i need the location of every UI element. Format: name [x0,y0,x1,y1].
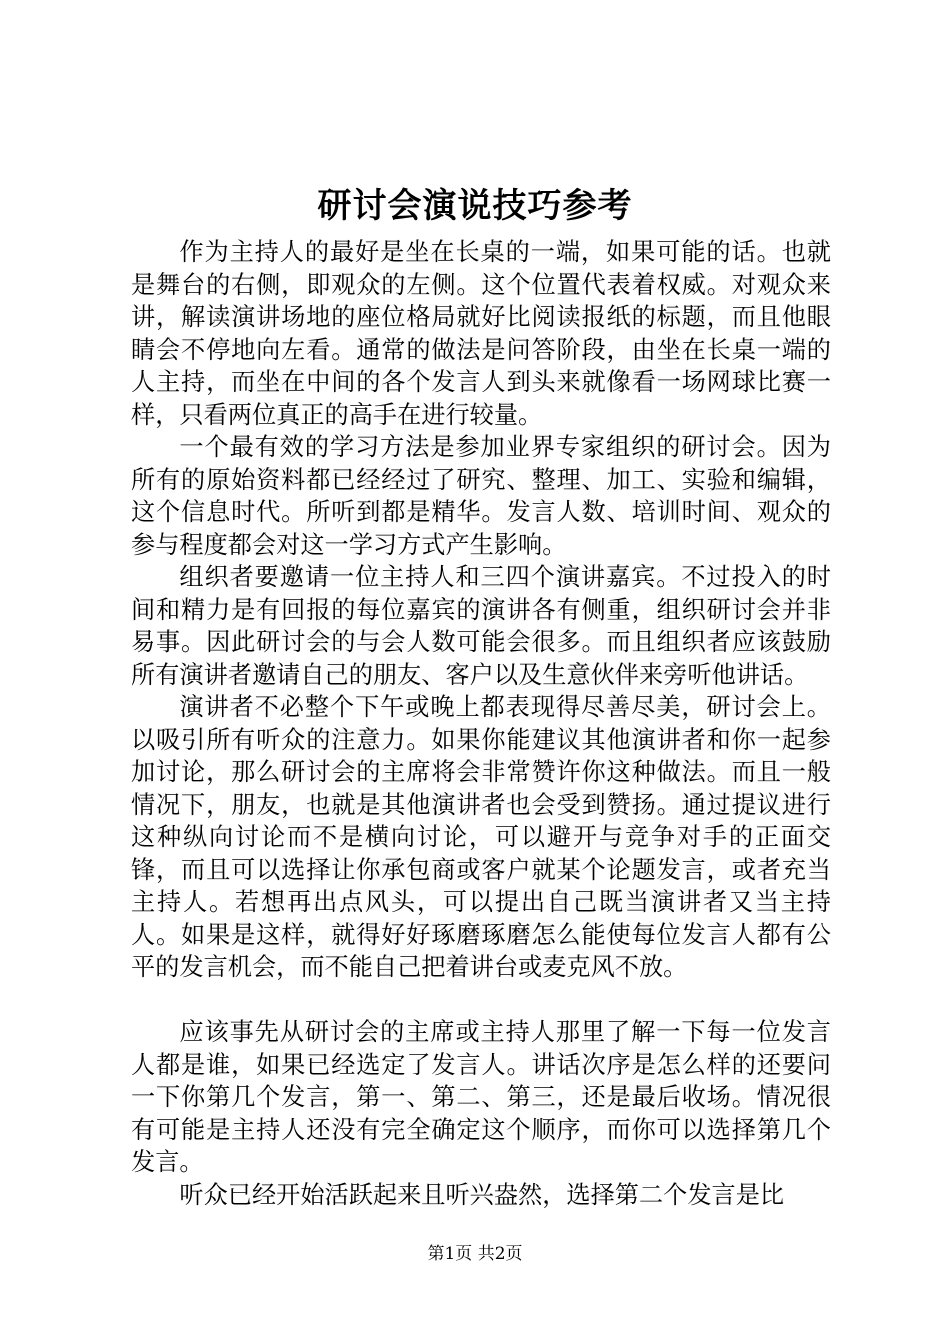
paragraph-4: 演讲者不必整个下午或晚上都表现得尽善尽美，研讨会上。以吸引所有听众的注意力。如果你能建议其他演讲者和你一起参加讨论，那么研讨会的主席将会非常赞许你这种做法。而且一般情况下，朋友，也就是其他演讲者也会受到赞扬。通过提议进行这种纵向讨论而不是横向讨论，可以避开与竞争对手的正面交锋，而且可以选择让你承包商或客户就某个论题发言，或者充当主持人。若想再出点风头，可以提出自己既当演讲者又当主持人。如果是这样，就得好好琢磨琢磨怎么能使每位发言人都有公平的发言机会，而不能自己把着讲台或麦克风不放。 [131,693,831,981]
blank-line [131,984,831,1017]
paragraph-2: 一个最有效的学习方法是参加业界专家组织的研讨会。因为所有的原始资料都已经经过了研究、整理、加工、实验和编辑，这个信息时代。所听到都是精华。发言人数、培训时间、观众的参与程度都会对这一学习方式产生影响。 [131,433,831,559]
document-title: 研讨会演说技巧参考 [317,186,633,226]
paragraph-1: 作为主持人的最好是坐在长桌的一端，如果可能的话。也就是舞台的右侧，即观众的左侧。这个位置代表着权威。对观众来讲，解读演讲场地的座位格局就好比阅读报纸的标题，而且他眼睛会不停地向左看。通常的做法是问答阶段，由坐在长桌一端的人主持，而坐在中间的各个发言人到头来就像看一场网球比赛一样，只看两位真正的高手在进行较量。 [131,238,831,429]
document-body [131,236,831,1211]
paragraph-5: 应该事先从研讨会的主席或主持人那里了解一下每一位发言人都是谁，如果已经选定了发言人。讲话次序是怎么样的还要问一下你第几个发言，第一、第二、第三，还是最后收场。情况很有可能是主持人还没有完全确定这个顺序，而你可以选择第几个发言。 [131,1018,831,1176]
paragraph-3: 组织者要邀请一位主持人和三四个演讲嘉宾。不过投入的时间和精力是有回报的每位嘉宾的演讲各有侧重，组织研讨会并非易事。因此研讨会的与会人数可能会很多。而且组织者应该鼓励所有演讲者邀请自己的朋友、客户以及生意伙伴来旁听他讲话。 [131,563,831,689]
paragraph-6: 听众已经开始活跃起来且听兴盎然，选择第二个发言是比 [179,1180,785,1209]
page-footer: 第1页 共2页 [427,1244,523,1264]
